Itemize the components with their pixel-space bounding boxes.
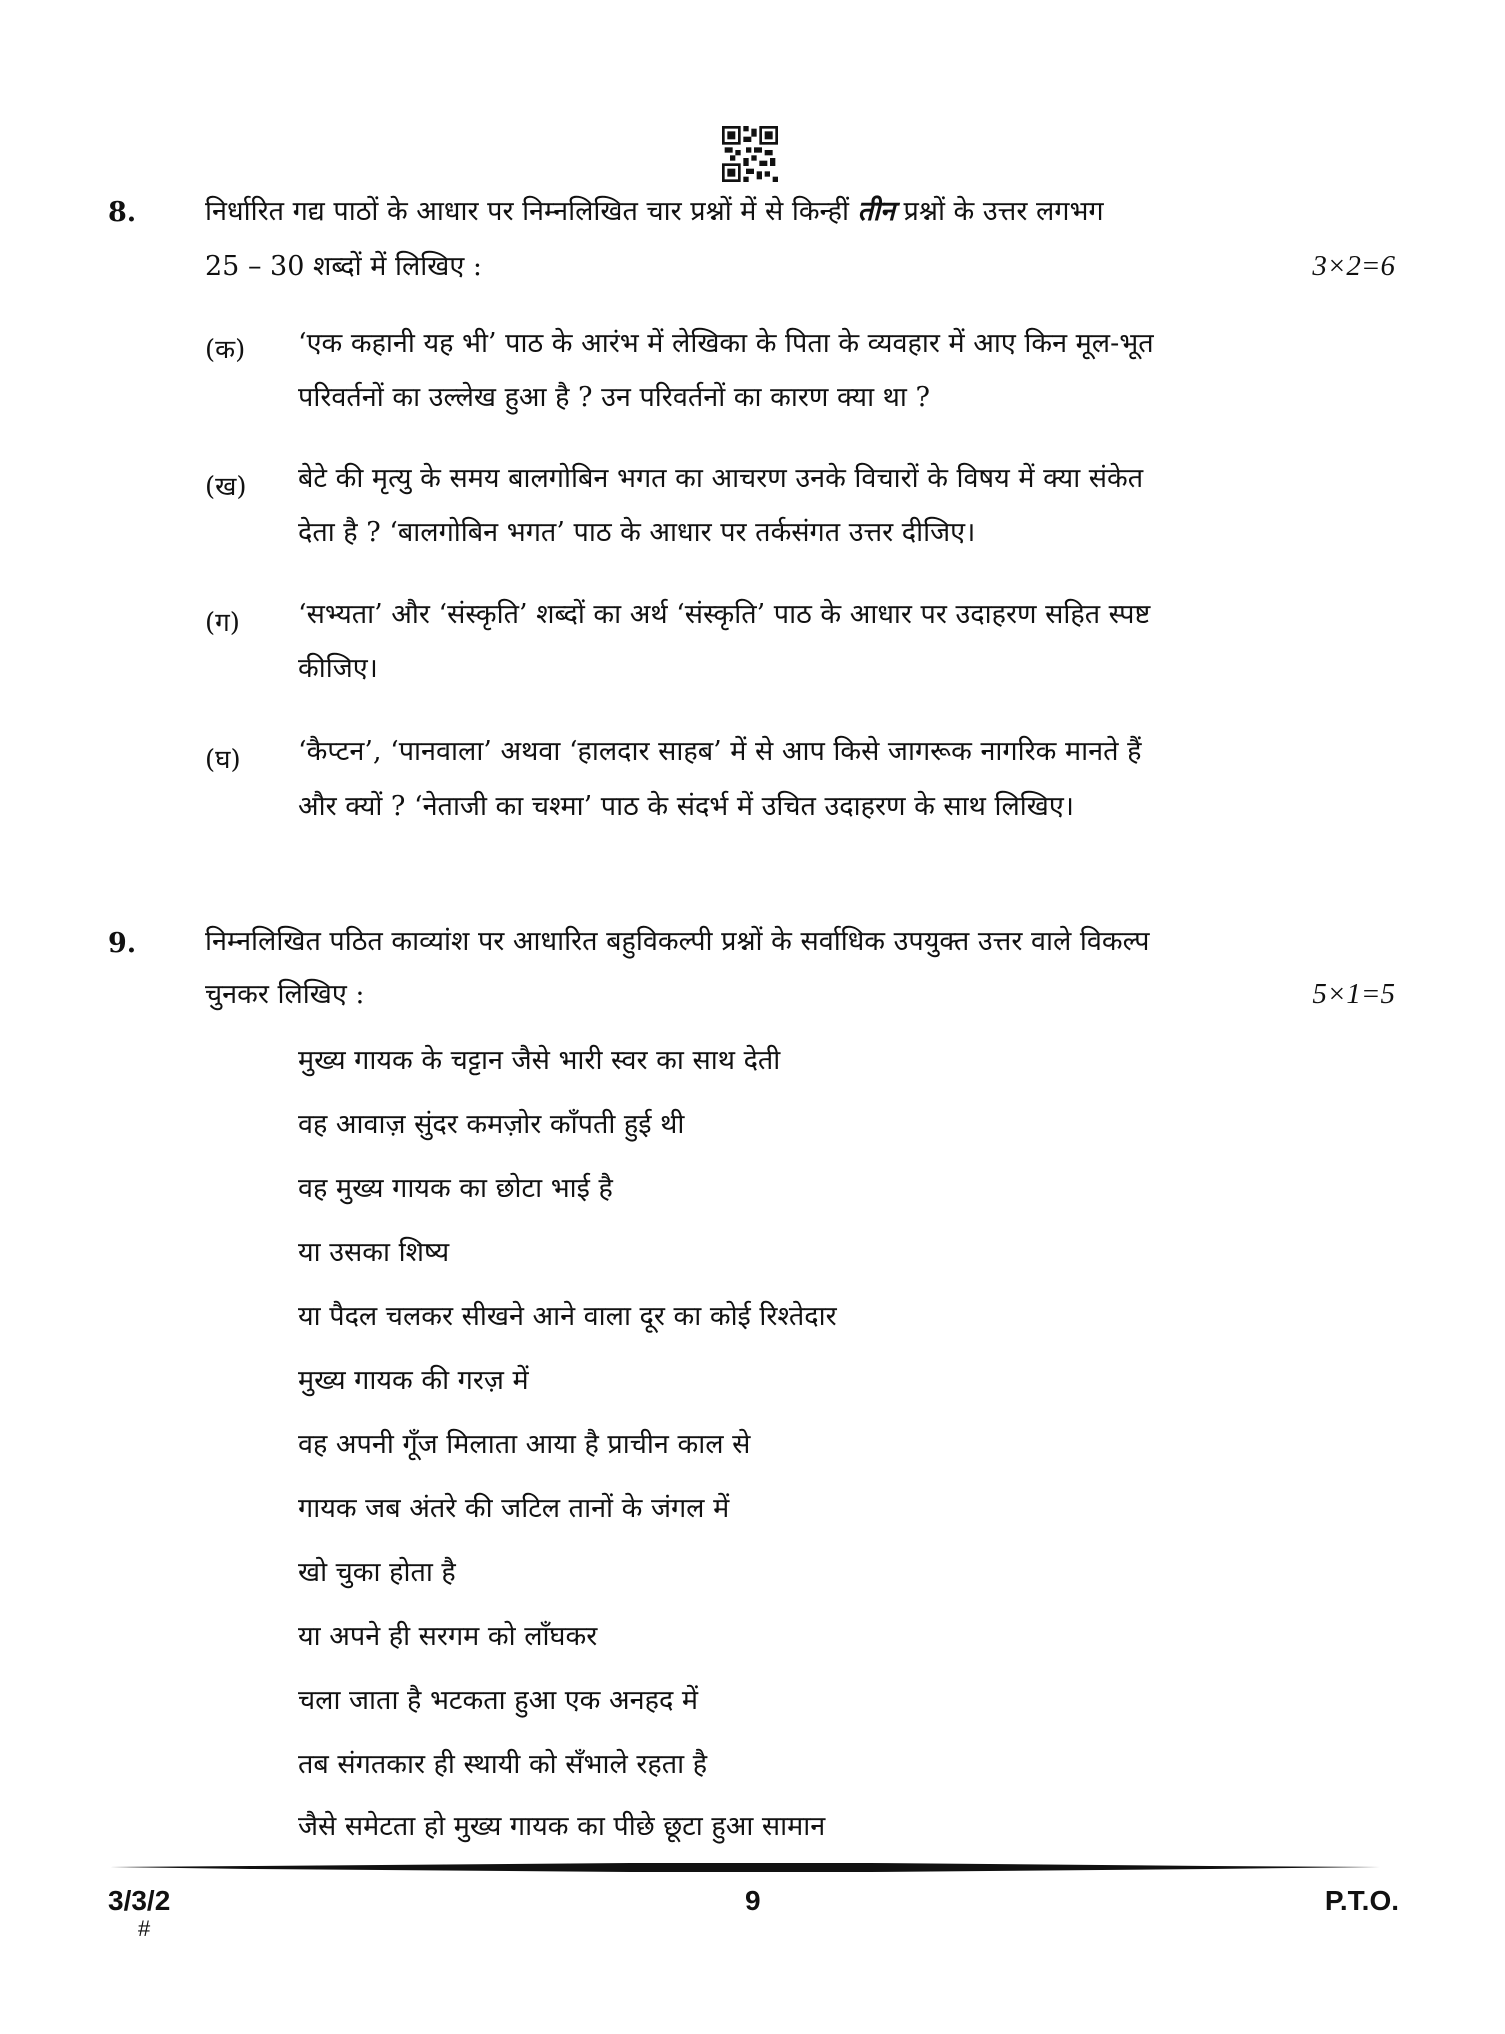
poem-line: या उसका शिष्य bbox=[298, 1237, 450, 1268]
question-number: 9. bbox=[108, 928, 137, 959]
poem-line: गायक जब अंतरे की जटिल तानों के जंगल में bbox=[298, 1493, 730, 1524]
poem-line: मुख्य गायक के चट्टान जैसे भारी स्वर का साथ देती bbox=[298, 1045, 781, 1076]
poem-line: खो चुका होता है bbox=[298, 1557, 456, 1588]
poem-line: या अपने ही सरगम को लाँघकर bbox=[298, 1621, 598, 1652]
question-text-part: प्रश्नों के उत्तर लगभग bbox=[894, 196, 1104, 227]
qr-code-icon bbox=[722, 126, 778, 182]
poem-line: या पैदल चलकर सीखने आने वाला दूर का कोई रिश्तेदार bbox=[298, 1301, 837, 1332]
subquestion-label: (क) bbox=[205, 335, 246, 365]
subquestion-label: (घ) bbox=[205, 745, 241, 775]
paper-code: 3/3/2 bbox=[108, 1885, 171, 1916]
poem-line: वह आवाज़ सुंदर कमज़ोर काँपती हुई थी bbox=[298, 1109, 685, 1140]
poem-line: तब संगतकार ही स्थायी को सँभाले रहता है bbox=[298, 1749, 708, 1780]
subquestion-text: कीजिए। bbox=[298, 653, 378, 684]
marks-label: 5×1=5 bbox=[1312, 978, 1395, 1010]
pto-label: P.T.O. bbox=[1324, 1885, 1399, 1916]
question-text-part: निर्धारित गद्य पाठों के आधार पर निम्नलिखित चार प्रश्नों में से किन्हीं bbox=[205, 196, 858, 227]
subquestion-text: ‘कैप्टन’, ‘पानवाला’ अथवा ‘हालदार साहब’ में से आप किसे जागरूक नागरिक मानते हैं bbox=[298, 736, 1142, 767]
footer-divider bbox=[110, 1863, 1380, 1872]
question-number: 8. bbox=[108, 197, 137, 228]
subquestion-text: ‘एक कहानी यह भी’ पाठ के आरंभ में लेखिका के पिता के व्यवहार में आए किन मूल-भूत bbox=[298, 328, 1154, 359]
question-text bbox=[205, 195, 1104, 229]
poem-line: वह मुख्य गायक का छोटा भाई है bbox=[298, 1173, 613, 1204]
poem-line: मुख्य गायक की गरज़ में bbox=[298, 1365, 529, 1396]
subquestion-text: देता है ? ‘बालगोबिन भगत’ पाठ के आधार पर तर्कसंगत उत्तर दीजिए। bbox=[298, 517, 976, 548]
subquestion-text: ‘सभ्यता’ और ‘संस्कृति’ शब्दों का अर्थ ‘संस्कृति’ पाठ के आधार पर उदाहरण सहित स्पष्ट bbox=[298, 599, 1151, 630]
subquestion-text: और क्यों ? ‘नेताजी का चश्मा’ पाठ के संदर्भ में उचित उदाहरण के साथ लिखिए। bbox=[298, 791, 1075, 822]
marks-label: 3×2=6 bbox=[1312, 250, 1395, 282]
hash-mark: # bbox=[138, 1916, 151, 1941]
poem-line: वह अपनी गूँज मिलाता आया है प्राचीन काल से bbox=[298, 1429, 751, 1460]
emphasis-text: तीन bbox=[857, 196, 895, 227]
poem-line: चला जाता है भटकता हुआ एक अनहद में bbox=[298, 1685, 699, 1716]
subquestion-text: बेटे की मृत्यु के समय बालगोबिन भगत का आचरण उनके विचारों के विषय में क्या संकेत bbox=[298, 463, 1144, 494]
subquestion-text: परिवर्तनों का उल्लेख हुआ है ? उन परिवर्तनों का कारण क्या था ? bbox=[298, 382, 930, 413]
page-number: 9 bbox=[745, 1885, 761, 1916]
poem-line: जैसे समेटता हो मुख्य गायक का पीछे छूटा हुआ सामान bbox=[298, 1811, 826, 1842]
question-text: निम्नलिखित पठित काव्यांश पर आधारित बहुविकल्पी प्रश्नों के सर्वाधिक उपयुक्त उत्तर वाले विकल्प bbox=[205, 926, 1150, 957]
subquestion-label: (ख) bbox=[205, 472, 247, 502]
subquestion-label: (ग) bbox=[205, 608, 240, 638]
question-text-line2: चुनकर लिखिए : bbox=[205, 979, 365, 1010]
question-text-line2: 25 – 30 शब्दों में लिखिए : bbox=[205, 251, 482, 282]
